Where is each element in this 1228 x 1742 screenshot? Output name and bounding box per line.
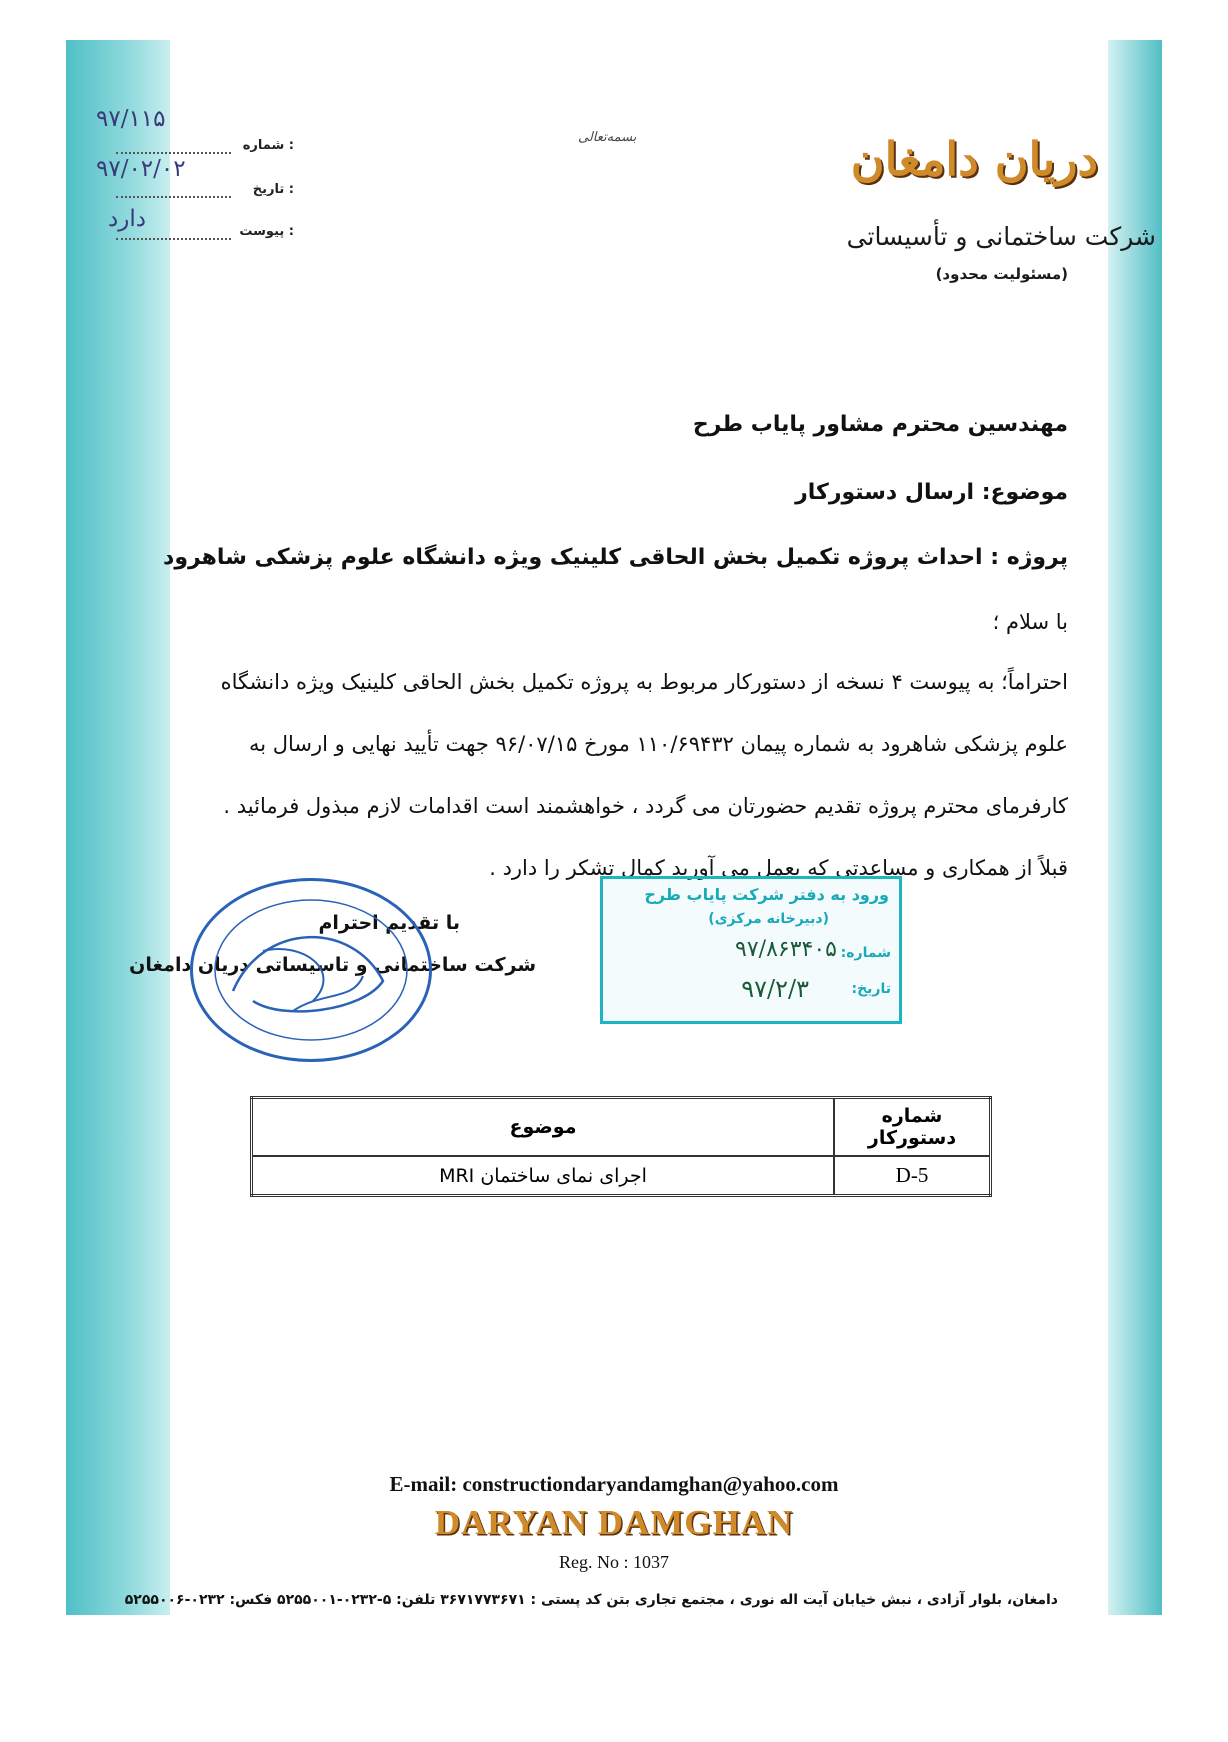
number-label: شماره : [242,138,294,153]
date-label: تاریخ : [252,182,294,197]
table-header-row [252,1098,991,1157]
date-dotted-line [116,196,231,198]
table-row [252,1156,991,1196]
attachment-value: دارد [108,206,146,232]
left-decorative-band [66,40,170,1615]
body-line-2: علوم پزشکی شاهرود به شماره پیمان ۱۱۰/۶۹۴۳۲ مورخ ۹۶/۰۷/۱۵ جهت تأیید نهایی و ارسال به [248,732,1068,756]
table-cell-subject: اجرای نمای ساختمان MRI [252,1156,835,1196]
attachment-label: پیوست : [239,224,294,239]
company-seal-stamp [190,878,432,1062]
project-line: پروژه : احداث پروژه تکمیل بخش الحاقی کلینیک ویژه دانشگاه علوم پزشکی شاهرود [163,545,1068,570]
liability-note: (مسئولیت محدود) [935,265,1068,283]
right-decorative-band [1108,40,1162,1615]
stamp-number-value: ۹۷/۸۶۳۴۰۵ [735,937,837,962]
stamp-title: ورود به دفتر شرکت پایاب طرح [644,885,889,904]
stamp-subtitle: (دبیرخانه مرکزی) [708,911,829,927]
letter-number-value: ۹۷/۱۱۵ [96,106,166,132]
footer-registration: Reg. No : 1037 [559,1552,669,1572]
signature-company: شرکت ساختمانی و تاسیساتی دریان دامغان [129,954,536,976]
footer-address: دامغان، بلوار آزادی ، نبش خیابان آیت اله نوری ، مجتمع تجاری بتن کد پستی : ۳۶۷۱۷۷۳۶۷۱ تلفن: ۵-۰۲۳۲-۵۲۵۵۰۰۱ فکس: ۰۲۳۲-۵۲۵۵۰۰۶ [124,1592,1058,1608]
letter-date-value: ۹۷/۰۲/۰۲ [96,156,186,182]
closing-note: قبلاً از همکاری و مساعدتی که بعمل می آورید کمال تشکر را دارد . [489,856,1068,880]
instructions-table [250,1096,992,1197]
basmala: بسمه‌تعالی [578,130,637,145]
seal-swirl-icon [193,881,429,1059]
body-line-1: احتراماً؛ به پیوست ۴ نسخه از دستورکار مربوط به پروژه تکمیل بخش الحاقی کلینیک ویژه دانشگاه [220,670,1068,694]
footer-brand-name: DARYAN DAMGHAN [434,1503,794,1542]
table-header-number: شماره دستورکار [834,1098,991,1157]
company-type: شرکت ساختمانی و تأسیساتی [846,222,1156,251]
body-line-3: کارفرمای محترم پروژه تقدیم حضورتان می گردد ، خواهشمند است اقدامات لازم مبذول فرمائید . [223,794,1068,818]
stamp-date-label: تاریخ: [851,981,891,997]
attachment-dotted-line [116,238,231,240]
stamp-number-label: شماره: [840,945,891,961]
subject-line: موضوع: ارسال دستورکار [795,480,1068,505]
greeting: با سلام ؛ [992,610,1068,634]
table-cell-number: D-5 [834,1156,991,1196]
stamp-date-value: ۹۷/۲/۳ [741,975,809,1003]
received-entry-stamp [600,876,902,1024]
footer-email: E-mail: constructiondaryandamghan@yahoo.com [389,1472,839,1496]
company-logo-text: دریان دامغان [850,132,1098,186]
addressee: مهندسین محترم مشاور پایاب طرح [692,412,1068,437]
number-dotted-line [116,152,231,154]
signature-regards: با تقدیم احترام [318,912,460,934]
table-header-subject: موضوع [252,1098,835,1157]
